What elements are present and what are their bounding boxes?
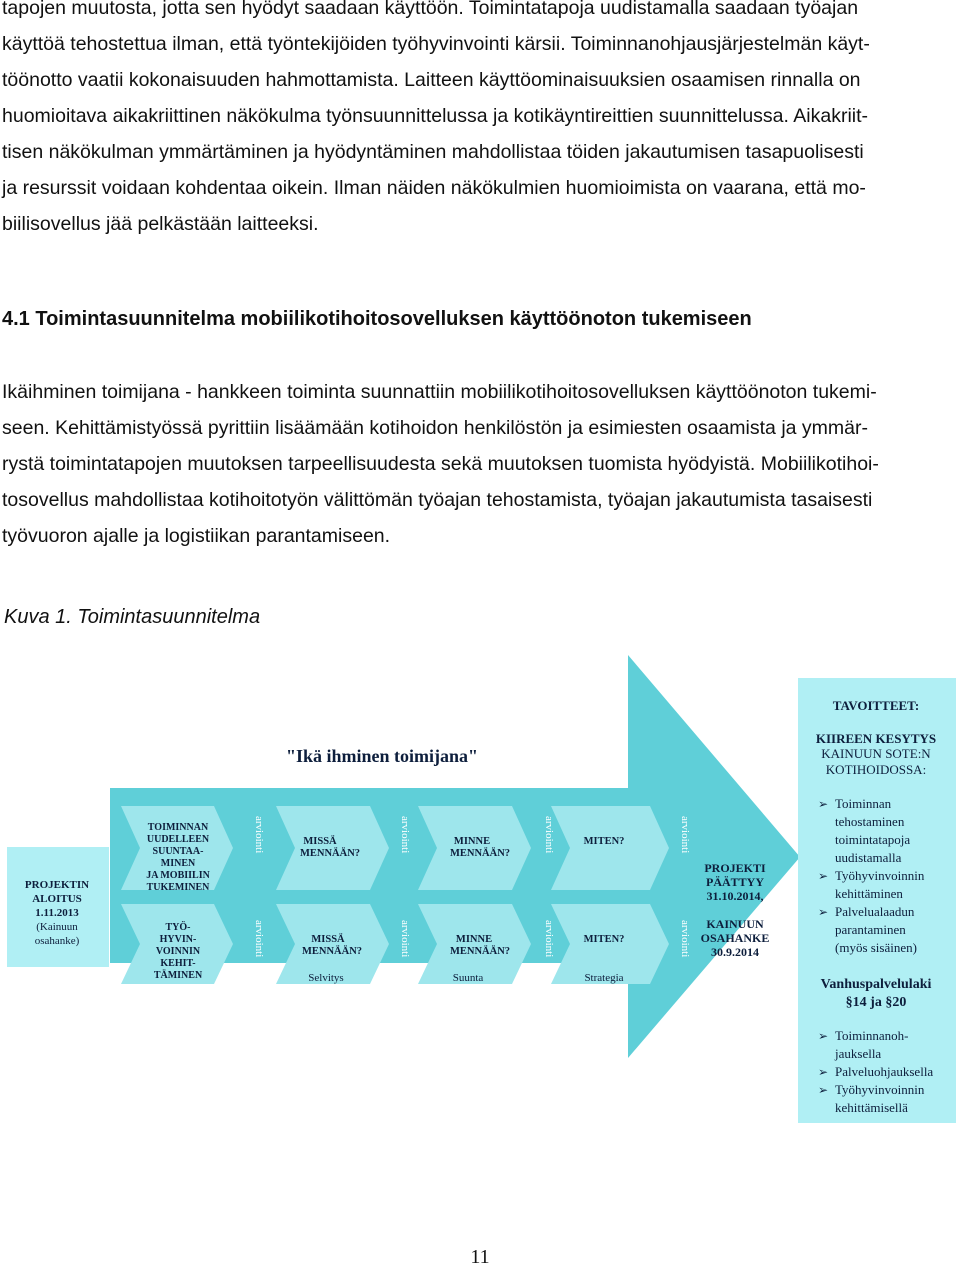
chevron-sublabel: Selvitys: [308, 972, 344, 984]
start-box-line: osahanke): [34, 935, 80, 947]
goal-item: Toiminnan: [835, 796, 892, 811]
goal-item: tehostaminen: [835, 814, 905, 829]
start-box-line: 1.11.2013: [35, 907, 79, 919]
section-heading: 4.1 Toimintasuunnitelma mobiilikotihoitosovelluksen käyttöönoton tukemiseen: [2, 308, 752, 330]
bullet-icon: ➢: [818, 1029, 829, 1043]
law-item: kehittämisellä: [835, 1100, 908, 1115]
row1-first-line: JA MOBIILIN: [146, 870, 210, 881]
start-box-line: PROJEKTIN: [24, 879, 90, 891]
diagram-title: "Ikä ihminen toimijana": [285, 746, 479, 766]
bullet-icon: ➢: [818, 797, 829, 811]
chevron-label: MISSÄ: [311, 934, 345, 945]
row2-first-line: KEHIT-: [160, 958, 196, 969]
start-box-line: (Kainuun: [36, 921, 78, 933]
row1-first-line: TOIMINNAN: [147, 822, 209, 833]
row1-first-line: MINEN: [160, 858, 196, 869]
goal-item: parantaminen: [835, 922, 906, 937]
end-line: PROJEKTI: [704, 861, 766, 875]
evaluation-label: arviointi: [253, 920, 265, 958]
chevron-label: MENNÄÄN?: [449, 848, 511, 859]
row2-first-line: HYVIN-: [159, 934, 197, 945]
chevron-label: MITEN?: [583, 836, 625, 847]
chevron-label: MISSÄ: [303, 836, 337, 847]
paragraph-line: ja resurssit voidaan kohdentaa oikein. Ilman näiden näkökulmien huomioimista on vaarana, että mo-: [2, 177, 866, 199]
chevron-label: MINNE: [455, 934, 493, 945]
end-line: OSAHANKE: [700, 931, 770, 945]
law-title: Vanhuspalvelulaki: [820, 977, 932, 992]
paragraph-line: käyttöä tehostettua ilman, että työntekijöiden työhyvinvointi kärsii. Toiminnanohjausjärjestelmän käyt-: [2, 33, 870, 55]
bullet-icon: ➢: [818, 1083, 829, 1097]
paragraph-line: Ikäihminen toimijana - hankkeen toiminta suunnattiin mobiilikotihoitosovelluksen käyttöönoton tukemi-: [2, 381, 877, 403]
chevron-sublabel: Strategia: [584, 972, 624, 984]
paragraph-line: huomioitava aikakriittinen näkökulma työnsuunnittelussa ja kotikäyntireittien suunnittelussa. Aikakriit-: [2, 105, 869, 127]
bullet-icon: ➢: [818, 869, 829, 883]
law-item: Toiminnanoh-: [835, 1028, 909, 1043]
row1-first-line: TUKEMINEN: [146, 882, 210, 893]
goal-item: toimintatapoja: [835, 832, 911, 847]
evaluation-label: arviointi: [253, 816, 265, 854]
chevron-label: MENNÄÄN?: [449, 946, 511, 957]
figure-caption: Kuva 1. Toimintasuunnitelma: [4, 606, 261, 628]
row1-first-line: SUUNTAA-: [152, 846, 204, 857]
goal-item: uudistamalla: [835, 850, 902, 865]
law-item: Työhyvinvoinnin: [835, 1082, 925, 1097]
bullet-icon: ➢: [818, 1065, 829, 1079]
end-line: 31.10.2014,: [706, 889, 764, 903]
goals-subtitle: KAINUUN SOTE:N: [821, 746, 931, 761]
end-line: 30.9.2014: [711, 945, 759, 959]
end-line: PÄÄTTYY: [705, 875, 765, 889]
chevron-label: MENNÄÄN?: [301, 946, 363, 957]
action-plan-diagram: [0, 640, 960, 1240]
paragraph-line: työvuoron ajalle ja logistiikan parantamiseen.: [2, 525, 391, 547]
page-number: 11: [470, 1246, 490, 1268]
row1-first-line: UUDELLEEN: [146, 834, 210, 845]
bullet-icon: ➢: [818, 905, 829, 919]
paragraph-line: biilisovellus jää pelkästään laitteeksi.: [2, 213, 319, 235]
goal-item: Palvelualaadun: [835, 904, 915, 919]
evaluation-label: arviointi: [399, 920, 411, 958]
law-item: Palveluohjauksella: [835, 1064, 934, 1079]
goals-subtitle: KIIREEN KESYTYS: [815, 731, 937, 746]
evaluation-label: arviointi: [679, 816, 691, 854]
evaluation-label: arviointi: [543, 816, 555, 854]
evaluation-label: arviointi: [399, 816, 411, 854]
paragraph-line: rystä toimintatapojen muutoksen tarpeellisuudesta sekä muutoksen tuomista hyödyistä. Mobiilikotihoi-: [2, 453, 879, 475]
paragraph-line: tisen näkökulman ymmärtäminen ja hyödyntäminen mahdollistaa töiden jakautumisen tasapuolisesti: [2, 141, 864, 163]
row2-first-line: VOINNIN: [155, 946, 201, 957]
evaluation-label: arviointi: [679, 920, 691, 958]
paragraph-line: seen. Kehittämistyössä pyrittiin lisäämään kotihoidon henkilöstön ja esimiesten osaamista ja ymmär-: [2, 417, 868, 439]
main-arrow: [0, 655, 800, 1058]
evaluation-label: arviointi: [543, 920, 555, 958]
chevron-label: MINNE: [453, 836, 491, 847]
row2-first-line: TYÖ-: [165, 922, 191, 933]
law-title: §14 ja §20: [845, 995, 907, 1010]
paragraph-line: tapojen muutosta, jotta sen hyödyt saadaan käyttöön. Toimintatapoja uudistamalla saadaan työajan: [2, 0, 859, 19]
goals-subtitle: KOTIHOIDOSSA:: [825, 762, 927, 777]
goal-item: (myös sisäinen): [835, 940, 917, 955]
paragraph-line: tosovellus mahdollistaa kotihoitotyön välittömän työajan tehostamista, työajan jakautumista tasaisesti: [2, 489, 873, 511]
start-box-line: ALOITUS: [32, 893, 82, 905]
goals-title: TAVOITTEET:: [832, 698, 920, 713]
goal-item: Työhyvinvoinnin: [835, 868, 925, 883]
end-line: KAINUUN: [706, 917, 764, 931]
chevron-sublabel: Suunta: [452, 972, 484, 984]
chevron-label: MENNÄÄN?: [299, 848, 361, 859]
goal-item: kehittäminen: [835, 886, 903, 901]
paragraph-line: töönotto vaatii kokonaisuuden hahmottamista. Laitteen käyttöominaisuuksien osaamisen rinnalla on: [2, 69, 861, 91]
law-item: jauksella: [835, 1046, 882, 1061]
chevron-label: MITEN?: [583, 934, 625, 945]
row2-first-line: TÄMINEN: [153, 970, 203, 981]
